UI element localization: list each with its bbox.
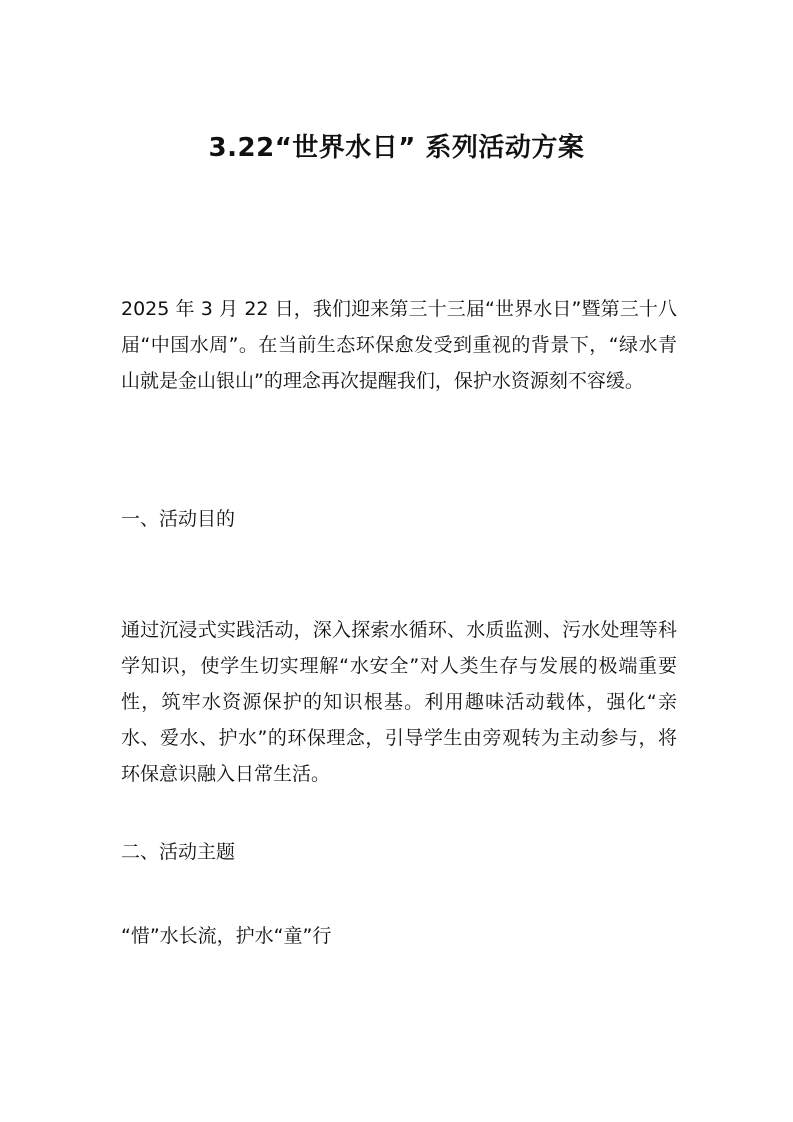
section-heading-purpose: 一、活动目的: [121, 508, 236, 530]
purpose-paragraph: 通过沉浸式实践活动，深入探索水循环、水质监测、污水处理等科学知识，使学生切实理解“水安全”对人类生存与发展的极端重要性，筑牢水资源保护的知识根基。利用趣味活动载体，强化“亲水、爱水、护水”的环保理念，引导学生由旁观转为主动参与，将环保意识融入日常生活。: [121, 619, 677, 785]
theme-paragraph: “惜”水长流，护水“童”行: [121, 925, 332, 947]
intro-paragraph: 2025 年 3 月 22 日，我们迎来第三十三届“世界水日”暨第三十八届“中国水周”。在当前生态环保愈发受到重视的背景下，“绿水青山就是金山银山”的理念再次提醒我们，保护水资源刻不容缓。: [121, 298, 677, 392]
document-title: 3.22“世界水日” 系列活动方案: [208, 133, 585, 163]
section-heading-theme: 二、活动主题: [121, 841, 236, 863]
